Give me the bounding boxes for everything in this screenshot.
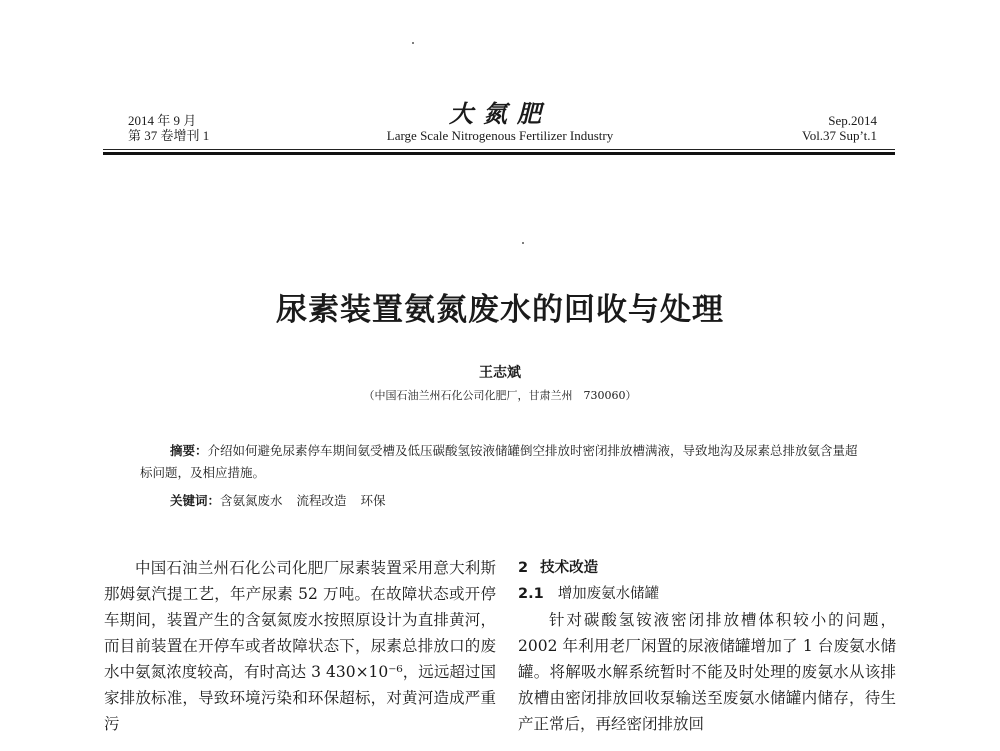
header-rule-thick <box>103 152 895 155</box>
body-right-column <box>518 555 896 737</box>
keyword: 环保 <box>360 493 386 508</box>
scan-speck <box>522 242 524 244</box>
section-paragraph: 针对碳酸氢铵液密闭排放槽体积较小的问题，2002 年利用老厂闲置的尿液储罐增加了 1 台废氨水储罐。将解吸水解系统暂时不能及时处理的废氨水从该排放槽由密闭排放回收泵输送至废氨水储罐内储存，待生产正常后，再经密闭排放回 <box>518 611 896 733</box>
abstract-label: 摘要： <box>170 443 208 458</box>
keyword: 流程改造 <box>296 493 347 508</box>
header-date: 2014 年 9 月 <box>128 113 197 128</box>
header-month-en: Sep.2014 <box>828 113 877 128</box>
journal-name-en: Large Scale Nitrogenous Fertilizer Industry <box>386 128 614 143</box>
keywords-label: 关键词： <box>170 493 221 508</box>
keywords <box>170 491 400 509</box>
scan-speck <box>412 42 414 44</box>
header-volume-cn: 第 37 卷增刊 1 <box>128 128 210 143</box>
header-issue <box>802 113 877 143</box>
author-name: 王志斌 <box>479 365 521 381</box>
abstract <box>140 440 870 484</box>
header-volume-en: Vol.37 Sup’t.1 <box>801 128 877 143</box>
intro-paragraph: 中国石油兰州石化公司化肥厂尿素装置采用意大利斯那姆氨汽提工艺，年产尿素 52 万吨。在故障状态或开停车期间，装置产生的含氨氮废水按照原设计为直排黄河，而目前装置在开停车或者故障状态下，尿素总排放口的废水中氨氮浓度较高，有时高达 3 430×10⁻⁶，远远超过国家排放标准，导致环境污染和环保超标，对黄河造成严重污 <box>104 559 496 733</box>
subsection-number: 2.1 <box>518 586 544 602</box>
body-left-column <box>104 555 496 737</box>
author-affiliation: （中国石油兰州石化公司化肥厂，甘肃兰州 730060） <box>363 389 637 402</box>
article-title: 尿素装置氨氮废水的回收与处理 <box>276 292 724 328</box>
section-title: 技术改造 <box>540 560 599 576</box>
section-heading <box>518 555 896 581</box>
journal-logo: 大氮肥 <box>449 99 551 128</box>
keyword: 含氨氮废水 <box>220 493 283 508</box>
subsection-title: 增加废氨水储罐 <box>557 586 660 602</box>
section-number: 2 <box>518 560 529 576</box>
subsection-heading <box>518 581 896 607</box>
abstract-text: 介绍如何避免尿素停车期间氨受槽及低压碳酸氢铵液储罐倒空排放时密闭排放槽满液，导致地沟及尿素总排放氨含量超标问题，及相应措施。 <box>140 443 858 480</box>
header-rule-thin <box>103 149 895 150</box>
